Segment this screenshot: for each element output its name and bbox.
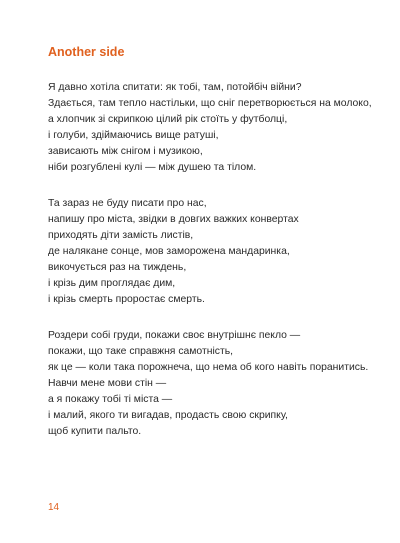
poem-line: а хлопчик зі скрипкою цілий рік стоїть у футболці, (48, 114, 288, 125)
poem-body (48, 80, 388, 460)
poem-line: напишу про міста, звідки в довгих важких конвертах (48, 214, 299, 225)
poem-line: Я давно хотіла спитати: як тобі, там, потойбіч війни? (48, 82, 302, 93)
poem-line: викочується раз на тиждень, (48, 262, 187, 273)
poem-title: Another side (48, 45, 125, 59)
poem-line: приходять діти замість листів, (48, 230, 194, 241)
poem-line: а я покажу тобі ті міста — (48, 394, 173, 405)
poem-line: і голуби, здіймаючись вище ратуші, (48, 130, 219, 141)
poem-line: і крізь смерть проростає смерть. (48, 294, 205, 305)
stanza-3 (48, 328, 388, 440)
poem-line: як це — коли така порожнеча, що нема об кого навіть поранитись. (48, 362, 369, 373)
poem-line: Навчи мене мови стін — (48, 378, 167, 389)
poem-line: покажи, що таке справжня самотність, (48, 346, 234, 357)
poem-line: Здається, там тепло настільки, що сніг перетворюється на молоко, (48, 98, 372, 109)
poem-line: де налякане сонце, мов заморожена мандаринка, (48, 246, 290, 257)
poem-line: і крізь дим проглядає дим, (48, 278, 176, 289)
poem-line: щоб купити пальто. (48, 426, 142, 437)
stanza-1 (48, 80, 388, 176)
poem-line: зависають між снігом і музикою, (48, 146, 203, 157)
stanza-2 (48, 196, 388, 308)
poem-line: ніби розгублені кулі — між душею та тілом. (48, 162, 257, 173)
page-number: 14 (48, 502, 60, 513)
poem-line: і малий, якого ти вигадав, продасть свою скрипку, (48, 410, 288, 421)
poem-line: Роздери собі груди, покажи своє внутрішнє пекло — (48, 330, 301, 341)
poem-line: Та зараз не буду писати про нас, (48, 198, 207, 209)
